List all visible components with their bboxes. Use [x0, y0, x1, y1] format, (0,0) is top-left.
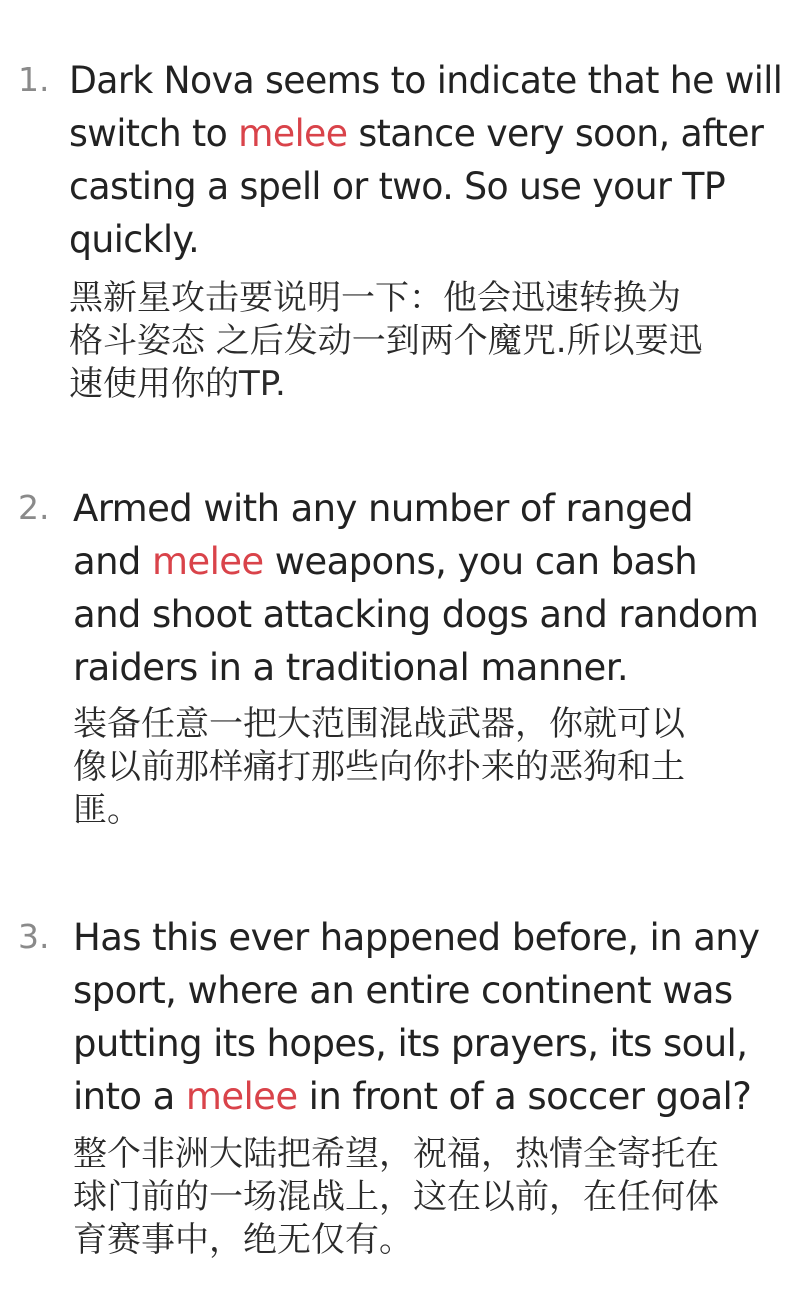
english-line: and melee weapons, you can bash: [73, 540, 698, 583]
english-line: raiders in a traditional manner.: [73, 646, 629, 689]
english-line: and shoot attacking dogs and random: [73, 593, 759, 636]
example-number: 1.: [18, 60, 50, 99]
chinese-line: 匪。: [73, 790, 141, 830]
english-line: Armed with any number of ranged: [73, 487, 694, 530]
english-line: putting its hopes, its prayers, its soul,: [73, 1022, 748, 1065]
chinese-line: 格斗姿态 之后发动一到两个魔咒.所以要迅: [69, 321, 703, 361]
english-line: Has this ever happened before, in any: [73, 916, 760, 959]
english-line: sport, where an entire continent was: [73, 969, 733, 1012]
highlighted-keyword: melee: [185, 1075, 298, 1118]
chinese-line: 球门前的一场混战上，这在以前，在任何体: [73, 1177, 719, 1217]
chinese-line: 装备任意一把大范围混战武器，你就可以: [73, 704, 685, 744]
chinese-line: 黑新星攻击要说明一下：他会迅速转换为: [69, 278, 681, 318]
chinese-translation: [69, 277, 703, 406]
english-sentence: [73, 911, 759, 1123]
chinese-translation: [73, 1133, 719, 1262]
english-sentence: [73, 482, 758, 694]
highlighted-keyword: melee: [151, 540, 264, 583]
chinese-translation: [73, 703, 685, 832]
highlighted-keyword: melee: [238, 112, 348, 155]
chinese-line: 像以前那样痛打那些向你扑来的恶狗和土: [73, 747, 685, 787]
english-line: switch to melee stance very soon, after: [69, 112, 764, 155]
chinese-line: 速使用你的TP.: [69, 364, 286, 404]
english-line: into a melee in front of a soccer goal?: [73, 1075, 752, 1118]
english-line: Dark Nova seems to indicate that he will: [69, 59, 783, 102]
example-number: 3.: [18, 917, 50, 956]
english-line: quickly.: [69, 218, 200, 261]
english-line: casting a spell or two. So use your TP: [69, 165, 726, 208]
example-number: 2.: [18, 488, 50, 527]
english-sentence: [69, 54, 782, 266]
chinese-line: 育赛事中，绝无仅有。: [73, 1220, 413, 1260]
chinese-line: 整个非洲大陆把希望，祝福，热情全寄托在: [73, 1134, 719, 1174]
